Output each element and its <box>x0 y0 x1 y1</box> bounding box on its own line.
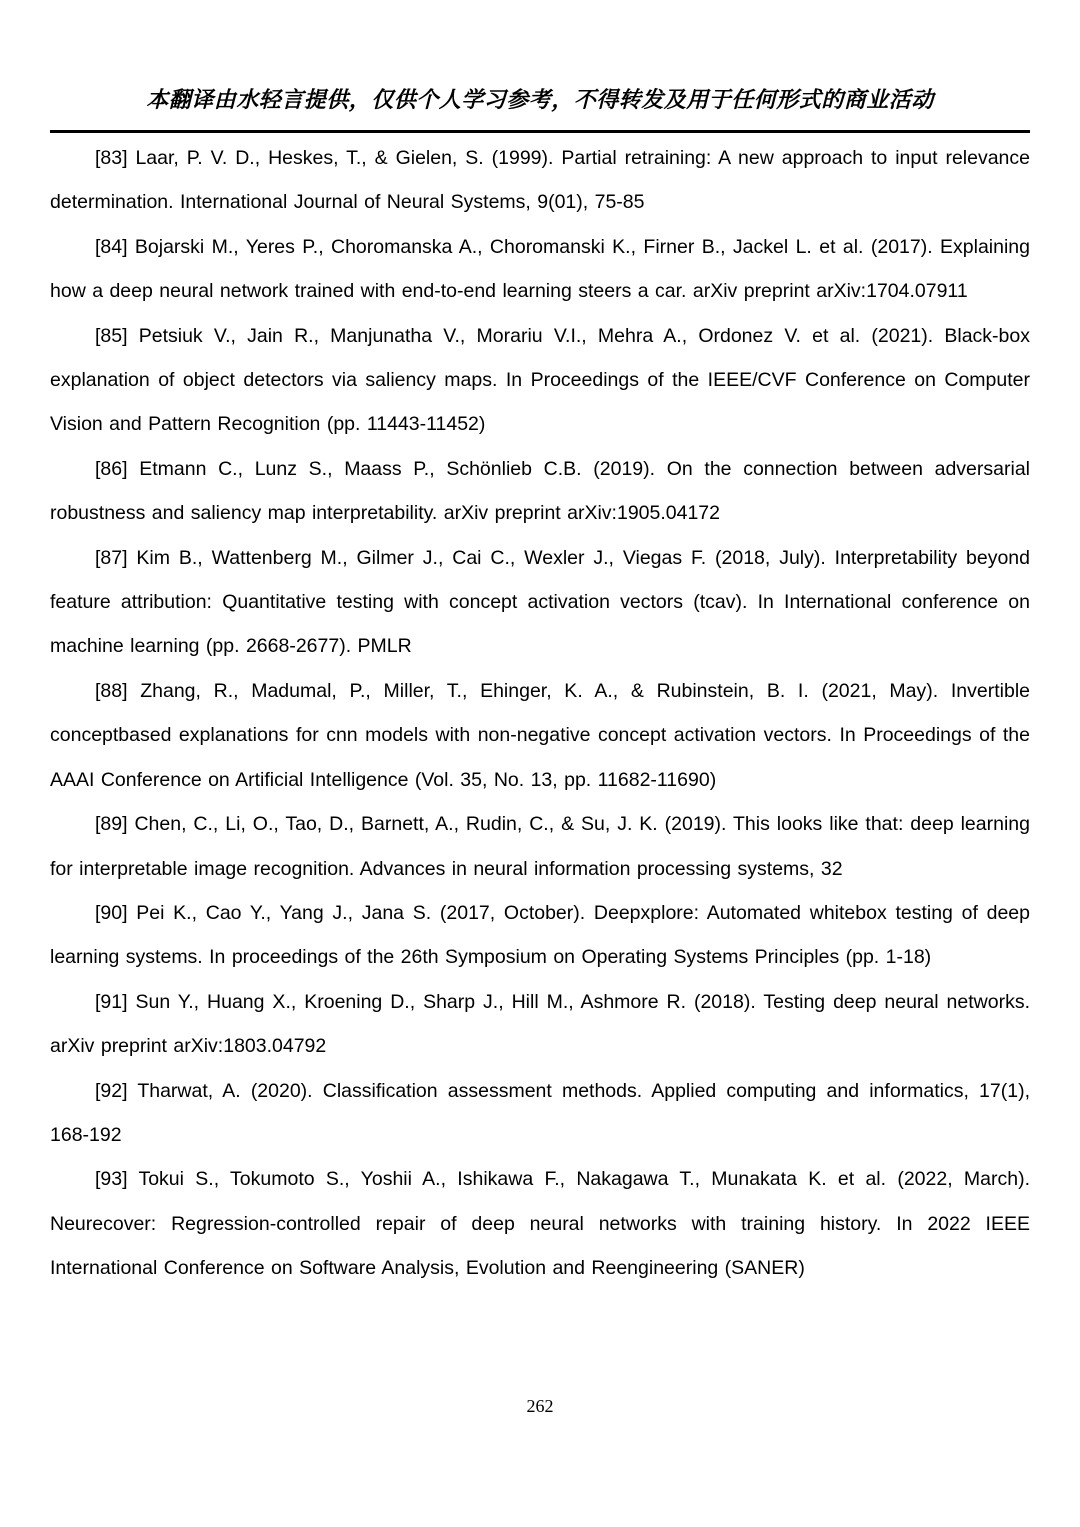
reference-entry: [83] Laar, P. V. D., Heskes, T., & Gielen, S. (1999). Partial retraining: A new approach to input relevance determination. International Journal of Neural Systems, 9(01), 75-85 <box>50 147 1030 214</box>
reference-entry: [89] Chen, C., Li, O., Tao, D., Barnett, A., Rudin, C., & Su, J. K. (2019). This looks like that: deep learning for interpretable image recognition. Advances in neural information processing systems, 32 <box>50 813 1030 880</box>
page-number: 262 <box>526 1396 554 1416</box>
translation-notice: 本翻译由水轻言提供，仅供个人学习参考，不得转发及用于任何形式的商业活动 <box>146 87 934 112</box>
reference-entry: [93] Tokui S., Tokumoto S., Yoshii A., Ishikawa F., Nakagawa T., Munakata K. et al. (2022, March). Neurecover: Regression-controlled repair of deep neural networks with training history. In 2022 IEEE International Conference on Software Analysis, Evolution and Reengineering (SANER) <box>50 1168 1030 1280</box>
reference-entry: [85] Petsiuk V., Jain R., Manjunatha V., Morariu V.I., Mehra A., Ordonez V. et al. (2021). Black-box explanation of object detectors via saliency maps. In Proceedings of the IEEE/CVF Conference on Computer Vision and Pattern Recognition (pp. 11443-11452) <box>50 324 1030 436</box>
reference-entry: [87] Kim B., Wattenberg M., Gilmer J., Cai C., Wexler J., Viegas F. (2018, July). Interpretability beyond feature attribution: Quantitative testing with concept activation vectors (tcav). In International conference on machine learning (pp. 2668-2677). PMLR <box>50 546 1030 658</box>
reference-entry: [86] Etmann C., Lunz S., Maass P., Schönlieb C.B. (2019). On the connection between adversarial robustness and saliency map interpretability. arXiv preprint arXiv:1905.04172 <box>50 457 1030 525</box>
reference-entry: [90] Pei K., Cao Y., Yang J., Jana S. (2017, October). Deepxplore: Automated whitebox testing of deep learning systems. In proceedings of the 26th Symposium on Operating Systems Principles (pp. 1-18) <box>50 901 1030 969</box>
references-list <box>50 136 1030 1291</box>
header-divider <box>50 130 1030 133</box>
reference-entry: [88] Zhang, R., Madumal, P., Miller, T., Ehinger, K. A., & Rubinstein, B. I. (2021, May). Invertible conceptbased explanations for cnn models with non-negative concept activation vectors. In Proceedings of the AAAI Conference on Artificial Intelligence (Vol. 35, No. 13, pp. 11682-11690) <box>50 679 1030 791</box>
reference-entry: [92] Tharwat, A. (2020). Classification assessment methods. Applied computing and informatics, 17(1), 168-192 <box>50 1079 1030 1146</box>
reference-entry: [91] Sun Y., Huang X., Kroening D., Sharp J., Hill M., Ashmore R. (2018). Testing deep neural networks. arXiv preprint arXiv:1803.04792 <box>50 990 1030 1058</box>
reference-entry: [84] Bojarski M., Yeres P., Choromanska A., Choromanski K., Firner B., Jackel L. et al. (2017). Explaining how a deep neural network trained with end-to-end learning steers a car. arXiv preprint arXiv:1704.07911 <box>50 235 1030 303</box>
